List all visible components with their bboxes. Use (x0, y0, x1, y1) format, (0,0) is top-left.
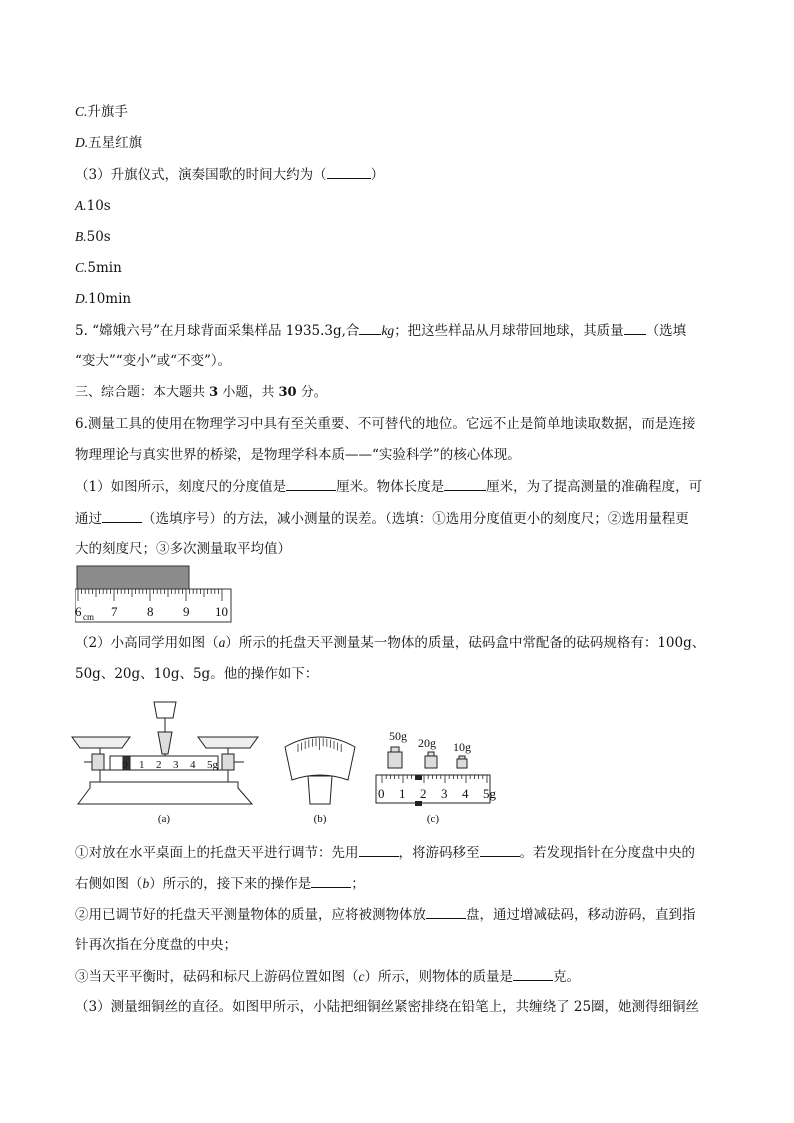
option-d-line (75, 134, 142, 152)
measured-object (77, 566, 189, 589)
weight-10g-label: 10g (453, 740, 471, 754)
option-text: 10s (86, 198, 111, 214)
q6-intro2: 物理理论与真实世界的桥梁，是物理学科本质——“实验科学”的核心体现。 (75, 447, 521, 463)
scale-label: 2 (420, 786, 427, 801)
beam-scale-label: 1 (139, 759, 145, 771)
ruler-tick-label: 10 (215, 604, 228, 619)
weight-20g-knob (428, 752, 434, 756)
step2-line2: 针再次指在分度盘的中央； (75, 937, 237, 953)
section-count: 3 (209, 385, 219, 400)
stem-end: ） (370, 167, 385, 183)
option-d2-line (75, 290, 131, 308)
unit-text: kg (381, 323, 395, 338)
step-text: 。若发现指针在分度盘中央的 (519, 845, 695, 861)
answer-blank (286, 477, 336, 491)
section-text: 三、综合题：本大题共 (75, 385, 206, 400)
answer-blank (359, 321, 381, 335)
section-header (75, 384, 327, 402)
figure-ref: a (218, 635, 226, 650)
answer-blank (311, 874, 351, 888)
answer-blank (426, 905, 466, 919)
weights-group (388, 729, 471, 768)
scale-label: 0 (378, 786, 385, 801)
answer-blank (480, 843, 520, 857)
step-text: ，将游码移至 (398, 845, 480, 861)
step-text: ； (351, 876, 365, 892)
option-letter: C. (75, 260, 88, 275)
beam-scale-label: 4 (190, 759, 196, 771)
scale-label: 3 (441, 786, 448, 801)
q6-text: ）所示的托盘天平测量某一物体的质量，砝码盒中常配备的砝码规格有：100g、 (225, 635, 706, 651)
q6-text: （1）如图所示，刻度尺的分度值是 (75, 479, 287, 495)
scale-label: 5g (483, 786, 496, 801)
answer-blank (359, 843, 399, 857)
caption-a: (a) (157, 813, 171, 825)
q6-intro1: 6.测量工具的使用在物理学习中具有至关重要、不可替代的地位。它远不止是简单地读取数据，而是连接 (75, 416, 696, 432)
weight-50g-knob (391, 747, 399, 752)
stem-text: （3）升旗仪式，演奏国歌的时间大约为（ (75, 167, 327, 183)
figure-ref: c (358, 969, 365, 984)
option-c2-line (75, 259, 122, 277)
q6-p2-line2: 50g、20g、10g、5g。他的操作如下： (75, 666, 319, 682)
option-a-line (75, 197, 111, 215)
scale-label: 4 (462, 786, 469, 801)
ruler-tick-label: 6 (75, 604, 82, 619)
weight-50g (388, 752, 402, 768)
figure-ref: b (142, 876, 150, 891)
step-text: ③当天平平衡时，砝码和标尺上游码位置如图（ (75, 969, 359, 985)
option-text: 50s (86, 229, 111, 245)
q6-text: 厘米，为了提高测量的准确程度，可 (486, 479, 703, 495)
q6-text: 通过 (75, 511, 102, 527)
option-letter: A. (75, 198, 87, 213)
ruler-tick-label: 9 (183, 604, 190, 619)
answer-blank (444, 477, 486, 491)
q5-line1 (75, 321, 686, 340)
step2-line1 (75, 905, 696, 924)
q6-text: （2）小高同学用如图（ (75, 635, 219, 651)
step3-line (75, 967, 580, 986)
section-text: 分。 (300, 385, 327, 400)
answer-blank (327, 165, 371, 179)
q6-p1-line3: 大的刻度尺；③多次测量取平均值） (75, 541, 291, 557)
option-text: 升旗手 (87, 104, 128, 120)
ruler-unit: cm (83, 612, 94, 622)
section-score: 30 (278, 385, 297, 400)
caption-b: (b) (313, 813, 327, 825)
scale-c (376, 775, 490, 803)
answer-blank (624, 321, 646, 335)
weight-10g (457, 759, 467, 768)
step-text: ）所示，则物体的质量是 (364, 969, 513, 985)
q6-p1-line2 (75, 509, 689, 528)
q5-line2: “变大”“变小”或“不变”）。 (75, 353, 232, 369)
q6-p3-line: （3）测量细铜丝的直径。如图甲所示，小陆把细铜丝紧密排绕在铅笔上，共缠绕了 25圈，她测得细铜丝 (75, 999, 700, 1015)
q6-p2-line1 (75, 634, 705, 652)
option-letter: B. (75, 229, 87, 244)
ruler-tick-label: 8 (147, 604, 154, 619)
option-text: 5min (87, 260, 122, 276)
step1-line1 (75, 843, 695, 862)
weight-20g (425, 756, 437, 768)
option-b-line (75, 228, 111, 246)
weight-20g-label: 20g (418, 736, 436, 750)
step-text: ）所示的，接下来的操作是 (149, 876, 312, 892)
rider-bottom (415, 801, 422, 806)
step-text: 克。 (553, 969, 580, 985)
q5-text: 5. “嫦娥六号”在月球背面采集样品 1935.3g,合 (75, 323, 360, 339)
balance-a (72, 702, 258, 804)
section-text: 小题，共 (222, 385, 275, 400)
beam-scale-label: 2 (156, 759, 162, 771)
rider-top (415, 775, 422, 780)
option-c-line (75, 103, 128, 121)
weight-50g-label: 50g (389, 729, 407, 743)
option-letter: C. (75, 104, 88, 119)
option-text: 10min (88, 291, 132, 307)
q6-text: （选填序号）的方法，减小测量的误差。（选填：①选用分度值更小的刻度尺；②选用量程更 (142, 511, 689, 527)
option-letter: D. (75, 135, 89, 150)
step1-line2 (75, 874, 365, 893)
q6-text: 厘米。物体长度是 (336, 479, 445, 495)
ruler-tick-label: 7 (111, 604, 118, 619)
step-text: ②用已调节好的托盘天平测量物体的质量，应将被测物体放 (75, 907, 426, 923)
weight-10g-knob (459, 756, 465, 759)
q6-p1-line1 (75, 477, 702, 496)
option-letter: D. (75, 291, 89, 306)
q5-text: ；把这些样品从月球带回地球，其质量 (394, 323, 624, 339)
beam-scale-label: 5g (207, 759, 218, 771)
step-text: ①对放在水平桌面上的托盘天平进行调节：先用 (75, 845, 359, 861)
question-stem (75, 165, 384, 184)
scale-label: 1 (399, 786, 406, 801)
caption-c: (c) (426, 813, 440, 825)
q5-text: （选填 (645, 323, 687, 339)
ruler-figure (75, 564, 235, 624)
step-text: 盘，通过增减砝码，移动游码，直到指 (466, 907, 696, 923)
balance-figures (70, 692, 500, 827)
step-text: 右侧如图（ (75, 876, 143, 892)
beam-scale-label: 3 (173, 759, 179, 771)
answer-blank (102, 509, 142, 523)
option-text: 五星红旗 (88, 135, 143, 151)
beam-scale-label: 0 (122, 759, 128, 771)
answer-blank (513, 967, 553, 981)
